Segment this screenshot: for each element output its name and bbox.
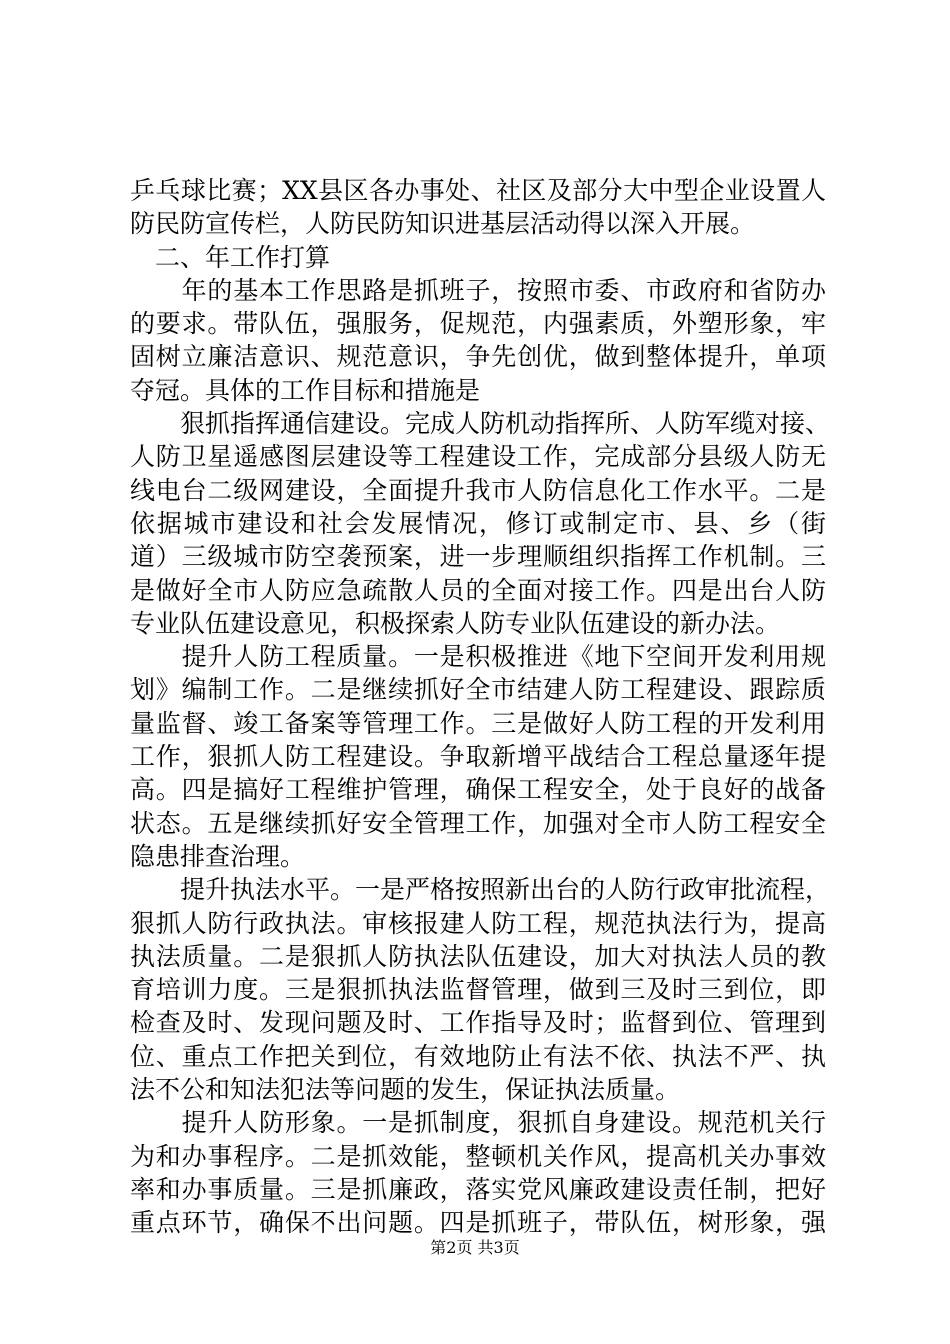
text-line: 是做好全市人防应急疏散人员的全面对接工作。四是出台人防 bbox=[130, 575, 826, 605]
text-line: 狠抓指挥通信建设。完成人防机动指挥所、人防军缆对接、 bbox=[130, 409, 831, 439]
text-line: 专业队伍建设意见，积极探索人防专业队伍建设的新办法。 bbox=[130, 608, 781, 638]
text-line: 线电台二级网建设，全面提升我市人防信息化工作水平。二是 bbox=[130, 475, 826, 505]
page-footer bbox=[0, 1238, 950, 1258]
text-line: 提升执法水平。一是严格按照新出台的人防行政审批流程， bbox=[130, 875, 831, 905]
text-line: 检查及时、发现问题及时、工作指导及时；监督到位、管理到 bbox=[130, 1008, 826, 1038]
text-line: 为和办事程序。二是抓效能，整顿机关作风，提高机关办事效 bbox=[130, 1141, 826, 1171]
text-line: 育培训力度。三是狠抓执法监督管理，做到三及时三到位，即 bbox=[130, 975, 826, 1005]
text-line: 固树立廉洁意识、规范意识，争先创优，做到整体提升，单项 bbox=[130, 342, 826, 372]
text-line: 狠抓人防行政执法。审核报建人防工程，规范执法行为，提高 bbox=[130, 908, 826, 938]
text-line: 划》编制工作。二是继续抓好全市结建人防工程建设、跟踪质 bbox=[130, 675, 826, 705]
text-line: 依据城市建设和社会发展情况，修订或制定市、县、乡（街 bbox=[130, 508, 826, 538]
text-line: 高。四是搞好工程维护管理，确保工程安全，处于良好的战备 bbox=[130, 775, 826, 805]
text-line: 人防卫星遥感图层建设等工程建设工作，完成部分县级人防无 bbox=[130, 442, 826, 472]
text-line: 隐患排查治理。 bbox=[130, 841, 306, 871]
text-line: 工作，狠抓人防工程建设。争取新增平战结合工程总量逐年提 bbox=[130, 742, 826, 772]
text-line: 法不公和知法犯法等问题的发生，保证执法质量。 bbox=[130, 1075, 681, 1105]
text-line: 乒乓球比赛；XX县区各办事处、社区及部分大中型企业设置人 bbox=[130, 176, 826, 205]
text-line: 防民防宣传栏，人防民防知识进基层活动得以深入开展。 bbox=[130, 209, 756, 239]
text-line: 状态。五是继续抓好安全管理工作，加强对全市人防工程安全 bbox=[130, 808, 826, 838]
text-line: 二、年工作打算 bbox=[130, 242, 331, 272]
text-line: 提升人防工程质量。一是积极推进《地下空间开发利用规 bbox=[130, 642, 826, 672]
text-line: 提升人防形象。一是抓制度，狠抓自身建设。规范机关行 bbox=[130, 1108, 826, 1138]
text-line: 位、重点工作把关到位，有效地防止有法不依、执法不严、执 bbox=[130, 1041, 826, 1071]
text-line: 道）三级城市防空袭预案，进一步理顺组织指挥工作机制。三 bbox=[130, 542, 826, 572]
page-number-label: 第2页 共3页 bbox=[430, 1238, 520, 1257]
text-line: 夺冠。具体的工作目标和措施是 bbox=[130, 375, 481, 405]
text-line: 年的基本工作思路是抓班子，按照市委、市政府和省防办 bbox=[130, 275, 826, 305]
text-line: 率和办事质量。三是抓廉政，落实党风廉政建设责任制，把好 bbox=[130, 1174, 826, 1204]
text-line: 重点环节，确保不出问题。四是抓班子，带队伍，树形象，强 bbox=[130, 1208, 826, 1238]
document-body bbox=[130, 174, 831, 1240]
text-line: 执法质量。二是狠抓人防执法队伍建设，加大对执法人员的教 bbox=[130, 941, 826, 971]
text-line: 量监督、竣工备案等管理工作。三是做好人防工程的开发利用 bbox=[130, 708, 826, 738]
text-line: 的要求。带队伍，强服务，促规范，内强素质，外塑形象，牢 bbox=[130, 309, 826, 339]
